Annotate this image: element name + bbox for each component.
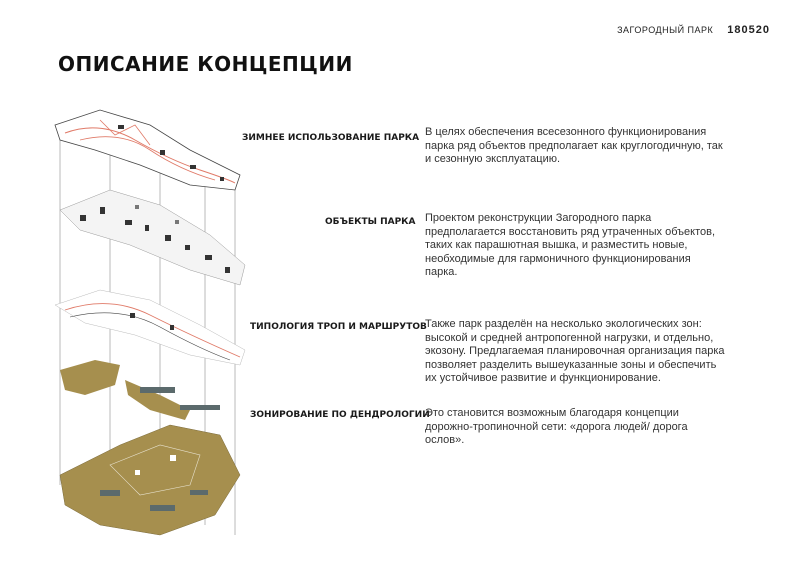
section-label-winter: ЗИМНЕЕ ИСПОЛЬЗОВАНИЕ ПАРКА <box>242 133 420 143</box>
layer-zoning-small <box>60 360 220 420</box>
layer-zoning-base <box>60 425 240 535</box>
layer-park-objects <box>60 190 245 285</box>
section-label-zoning: ЗОНИРОВАНИЕ ПО ДЕНДРОЛОГИИ <box>250 410 430 420</box>
section-label-routes: ТИПОЛОГИЯ ТРОП И МАРШРУТОВ <box>250 322 427 332</box>
section-text-zoning: Это становится возможным благодаря концепции дорожно-тропиночной сети: «дорога людей/ дорога ослов». <box>425 407 688 446</box>
project-name: ЗАГОРОДНЫЙ ПАРК <box>617 25 714 35</box>
section-text-routes: Также парк разделён на несколько экологических зон: высокой и средней антропогенной нагрузки, и отдельно, экозону. Предлагаемая планировочная организация парка позволяет разделить вышеуказанные зоны и обеспечить их устойчивое развитие и функционирование. <box>425 318 725 384</box>
page-title: ОПИСАНИЕ КОНЦЕПЦИИ <box>58 52 353 76</box>
section-text-winter: В целях обеспечения всесезонного функционирования парка ряд объектов предполагает как круглогодичную, так и сезонную эксплуатацию. <box>425 126 723 165</box>
exploded-axonometric-diagram <box>40 95 260 545</box>
layer-winter-use <box>55 110 240 190</box>
page-code: 180520 <box>727 24 770 36</box>
section-text-objects: Проектом реконструкции Загородного парка предполагается восстановить ряд утраченных объектов, таких как парашютная вышка, и разместить новые, необходимые для гармоничного функционирования парка. <box>425 212 716 278</box>
layer-routes <box>55 290 245 365</box>
section-label-objects: ОБЪЕКТЫ ПАРКА <box>325 217 416 227</box>
page-header <box>617 24 770 36</box>
